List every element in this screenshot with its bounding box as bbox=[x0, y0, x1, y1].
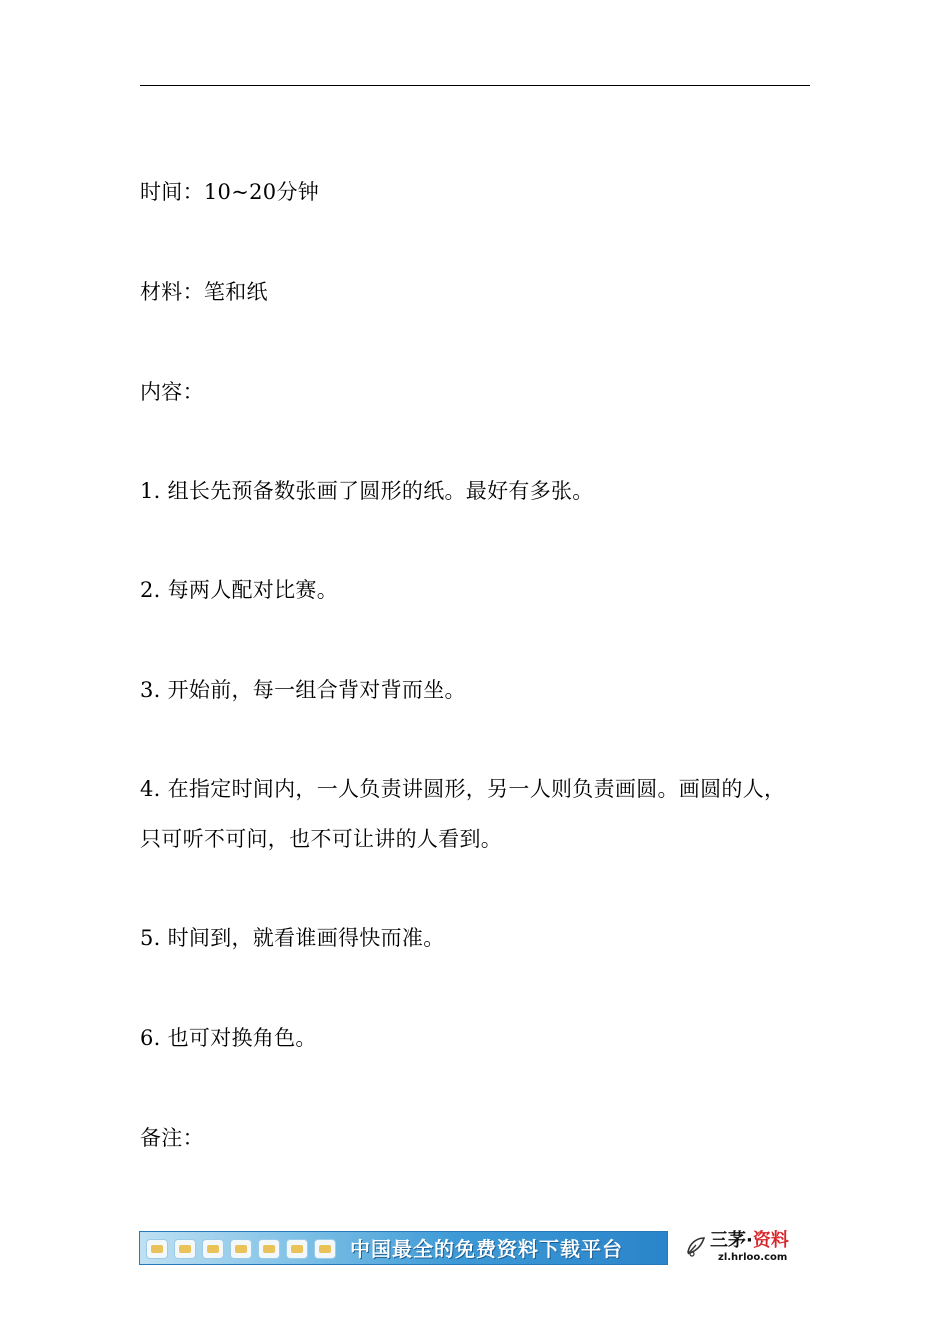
logo-title bbox=[710, 1230, 789, 1252]
header-rule bbox=[140, 85, 810, 86]
book-icon bbox=[286, 1239, 308, 1259]
content-heading: 内容： bbox=[140, 380, 204, 404]
logo-name: 三茅 bbox=[710, 1230, 746, 1251]
remarks-heading: 备注： bbox=[140, 1126, 204, 1150]
step-2: 2. 每两人配对比赛。 bbox=[140, 578, 339, 602]
leaf-logo-icon bbox=[684, 1234, 708, 1258]
step-1: 1. 组长先预备数张画了圆形的纸。最好有多张。 bbox=[140, 479, 594, 503]
chart-icon bbox=[202, 1239, 224, 1259]
step-4-continued: 只可听不可问，也不可让讲的人看到。 bbox=[140, 827, 503, 851]
pen-icon bbox=[314, 1239, 336, 1259]
document-icon bbox=[146, 1239, 168, 1259]
note-icon bbox=[258, 1239, 280, 1259]
logo-accent: 资料 bbox=[752, 1230, 789, 1251]
site-logo[interactable] bbox=[684, 1230, 804, 1268]
step-5: 5. 时间到，就看谁画得快而准。 bbox=[140, 926, 445, 950]
step-6: 6. 也可对换角色。 bbox=[140, 1026, 317, 1050]
materials-line: 材料：笔和纸 bbox=[140, 280, 268, 304]
folder-icon bbox=[174, 1239, 196, 1259]
logo-dot: · bbox=[746, 1230, 753, 1251]
step-4: 4. 在指定时间内，一人负责讲圆形，另一人则负责画圆。画圆的人， bbox=[140, 777, 786, 801]
mail-icon bbox=[230, 1239, 252, 1259]
step-3: 3. 开始前，每一组合背对背而坐。 bbox=[140, 678, 466, 702]
banner-text: 中国最全的免费资料下载平台 bbox=[350, 1237, 623, 1261]
footer-banner[interactable] bbox=[139, 1231, 668, 1265]
time-line: 时间：10~20分钟 bbox=[140, 180, 320, 204]
banner-icons bbox=[146, 1236, 336, 1262]
logo-url: zl.hrloo.com bbox=[718, 1252, 788, 1263]
